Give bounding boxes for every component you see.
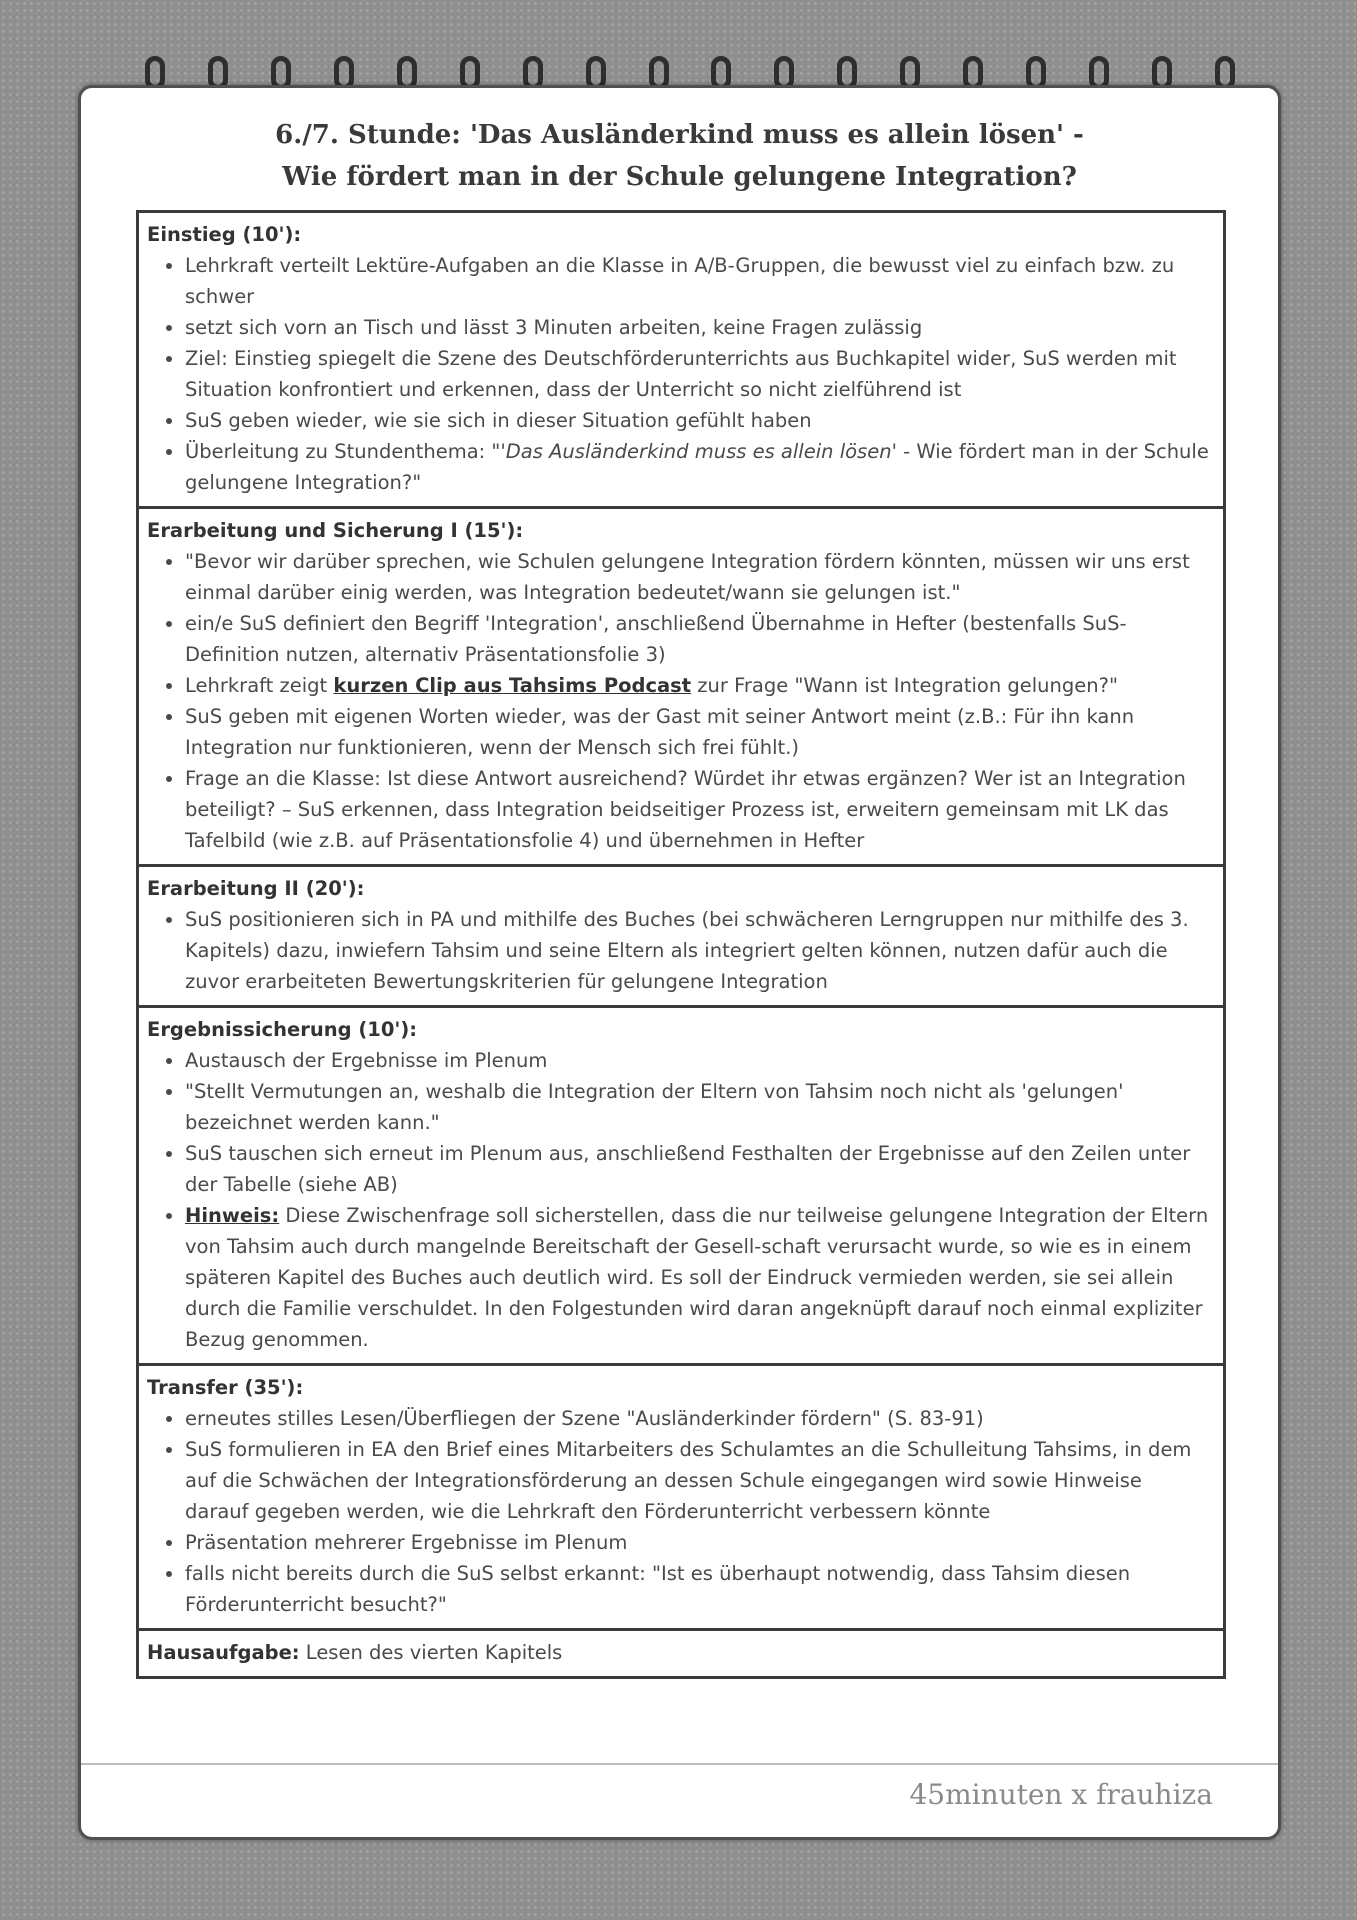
homework-text: Lesen des vierten Kapitels: [299, 1641, 563, 1664]
list-item: • SuS formulieren in EA den Brief eines Mitarbeiters des Schulamtes an die Schulleitung Tahsims, in dem auf die Schwächen der Integrationsförderung an dessen Schule eingegangen wird sowie Hinweise darauf gegeben werden, wie die Lehrkraft den Förderunterricht verbessern könnte: [185, 1434, 1211, 1527]
list-item: [185, 670, 1211, 701]
text-part: Überleitung zu Stundenthema: "': [185, 440, 506, 463]
list-item: • erneutes stilles Lesen/Überfliegen der Szene "Ausländerkinder fördern" (S. 83-91): [185, 1403, 1211, 1434]
list-item: • "Stellt Vermutungen an, weshalb die Integration der Eltern von Tahsim noch nicht als 'gelungen' bezeichnet werden kann.": [185, 1076, 1211, 1138]
section-heading: Erarbeitung und Sicherung I (15'):: [147, 519, 524, 542]
list-item: • SuS positionieren sich in PA und mithilfe des Buches (bei schwächeren Lerngruppen nur mithilfe des 3. Kapitels) dazu, inwiefern Tahsim und seine Eltern als integriert gelten können, nutzen dafür auch die zuvor erarbeiteten Bewertungskriterien für gelungene Integration: [185, 904, 1211, 997]
list-item: • Lehrkraft verteilt Lektüre-Aufgaben an die Klasse in A/B-Gruppen, die bewusst viel zu einfach bzw. zu schwer: [185, 250, 1211, 312]
list-item: • "Bevor wir darüber sprechen, wie Schulen gelungene Integration fördern könnten, müssen wir uns erst einmal darüber einig werden, was Integration bedeutet/wann sie gelungen ist.": [185, 546, 1211, 608]
list-item: • SuS geben wieder, wie sie sich in dieser Situation gefühlt haben: [185, 405, 1211, 436]
list-item: • SuS tauschen sich erneut im Plenum aus, anschließend Festhalten der Ergebnisse auf den Zeilen unter der Tabelle (siehe AB): [185, 1138, 1211, 1200]
section-heading: Erarbeitung II (20'):: [147, 877, 365, 900]
page-title: [81, 114, 1278, 198]
italic-quote: Das Ausländerkind muss es allein lösen: [505, 440, 892, 463]
footer-divider: [81, 1763, 1278, 1765]
list-item: • falls nicht bereits durch die SuS selbst erkannt: "Ist es überhaupt notwendig, dass Tahsim diesen Förderunterricht besucht?": [185, 1558, 1211, 1620]
section-hausaufgabe: [139, 1631, 1223, 1676]
section-erarbeitung-2: [139, 867, 1223, 1008]
list-item: • Austausch der Ergebnisse im Plenum: [185, 1045, 1211, 1076]
worksheet-page: [78, 85, 1281, 1840]
hint-text: Diese Zwischenfrage soll sicherstellen, dass die nur teilweise gelungene Integration der Eltern von Tahsim auch durch mangelnde Bereitschaft der Gesell-schaft verursacht wurde, so wie es in einem späteren Kapitel des Buches auch deutlich wird. Es soll der Eindruck vermieden werden, sie sei allein durch die Familie verschuldet. In den Folgestunden wird daran angeknüpft darauf noch einmal expliziter Bezug genommen.: [185, 1204, 1209, 1351]
section-heading: Ergebnissicherung (10'):: [147, 1018, 418, 1041]
section-ergebnissicherung: [139, 1008, 1223, 1366]
list-item: • Präsentation mehrerer Ergebnisse im Plenum: [185, 1527, 1211, 1558]
section-transfer: [139, 1366, 1223, 1631]
section-heading: Transfer (35'):: [147, 1376, 304, 1399]
list-item: • Frage an die Klasse: Ist diese Antwort ausreichend? Würdet ihr etwas ergänzen? Wer ist an Integration beteiligt? – SuS erkennen, dass Integration beidseitiger Prozess ist, erweitern gemeinsam mit LK das Tafelbild (wie z.B. auf Präsentationsfolie 4) und übernehmen in Hefter: [185, 763, 1211, 856]
text-part: ' - Wie fördert man in der Schule gelungene Integration?": [185, 440, 1209, 494]
homework-label: Hausaufgabe:: [147, 1641, 300, 1664]
list-item: • SuS geben mit eigenen Worten wieder, was der Gast mit seiner Antwort meint (z.B.: Für ihn kann Integration nur funktionieren, wenn der Mensch sich frei fühlt.): [185, 701, 1211, 763]
list-item: • setzt sich vorn an Tisch und lässt 3 Minuten arbeiten, keine Fragen zulässig: [185, 312, 1211, 343]
text-part: zur Frage "Wann ist Integration gelungen?": [691, 674, 1118, 697]
list-item: [185, 436, 1211, 498]
section-erarbeitung-1: [139, 509, 1223, 867]
hint-label: Hinweis:: [185, 1204, 280, 1227]
text-part: Lehrkraft zeigt: [185, 674, 334, 697]
section-heading: Einstieg (10'):: [147, 223, 302, 246]
list-item: • Ziel: Einstieg spiegelt die Szene des Deutschförderunterrichts aus Buchkapitel wider, SuS werden mit Situation konfrontiert und erkennen, dass der Unterricht so nicht zielführend ist: [185, 343, 1211, 405]
footer-brand: 45minuten x frauhiza: [909, 1778, 1213, 1811]
list-item: • ein/e SuS definiert den Begriff 'Integration', anschließend Übernahme in Hefter (bestenfalls SuS-Definition nutzen, alternativ Präsentationsfolie 3): [185, 608, 1211, 670]
lesson-plan-table: [136, 210, 1226, 1679]
title-line-2: Wie fördert man in der Schule gelungene Integration?: [282, 162, 1077, 192]
list-item: [185, 1200, 1211, 1355]
title-line-1: 6./7. Stunde: 'Das Ausländerkind muss es allein lösen' -: [275, 120, 1084, 150]
section-einstieg: [139, 213, 1223, 509]
podcast-clip-link[interactable]: kurzen Clip aus Tahsims Podcast: [333, 674, 692, 697]
